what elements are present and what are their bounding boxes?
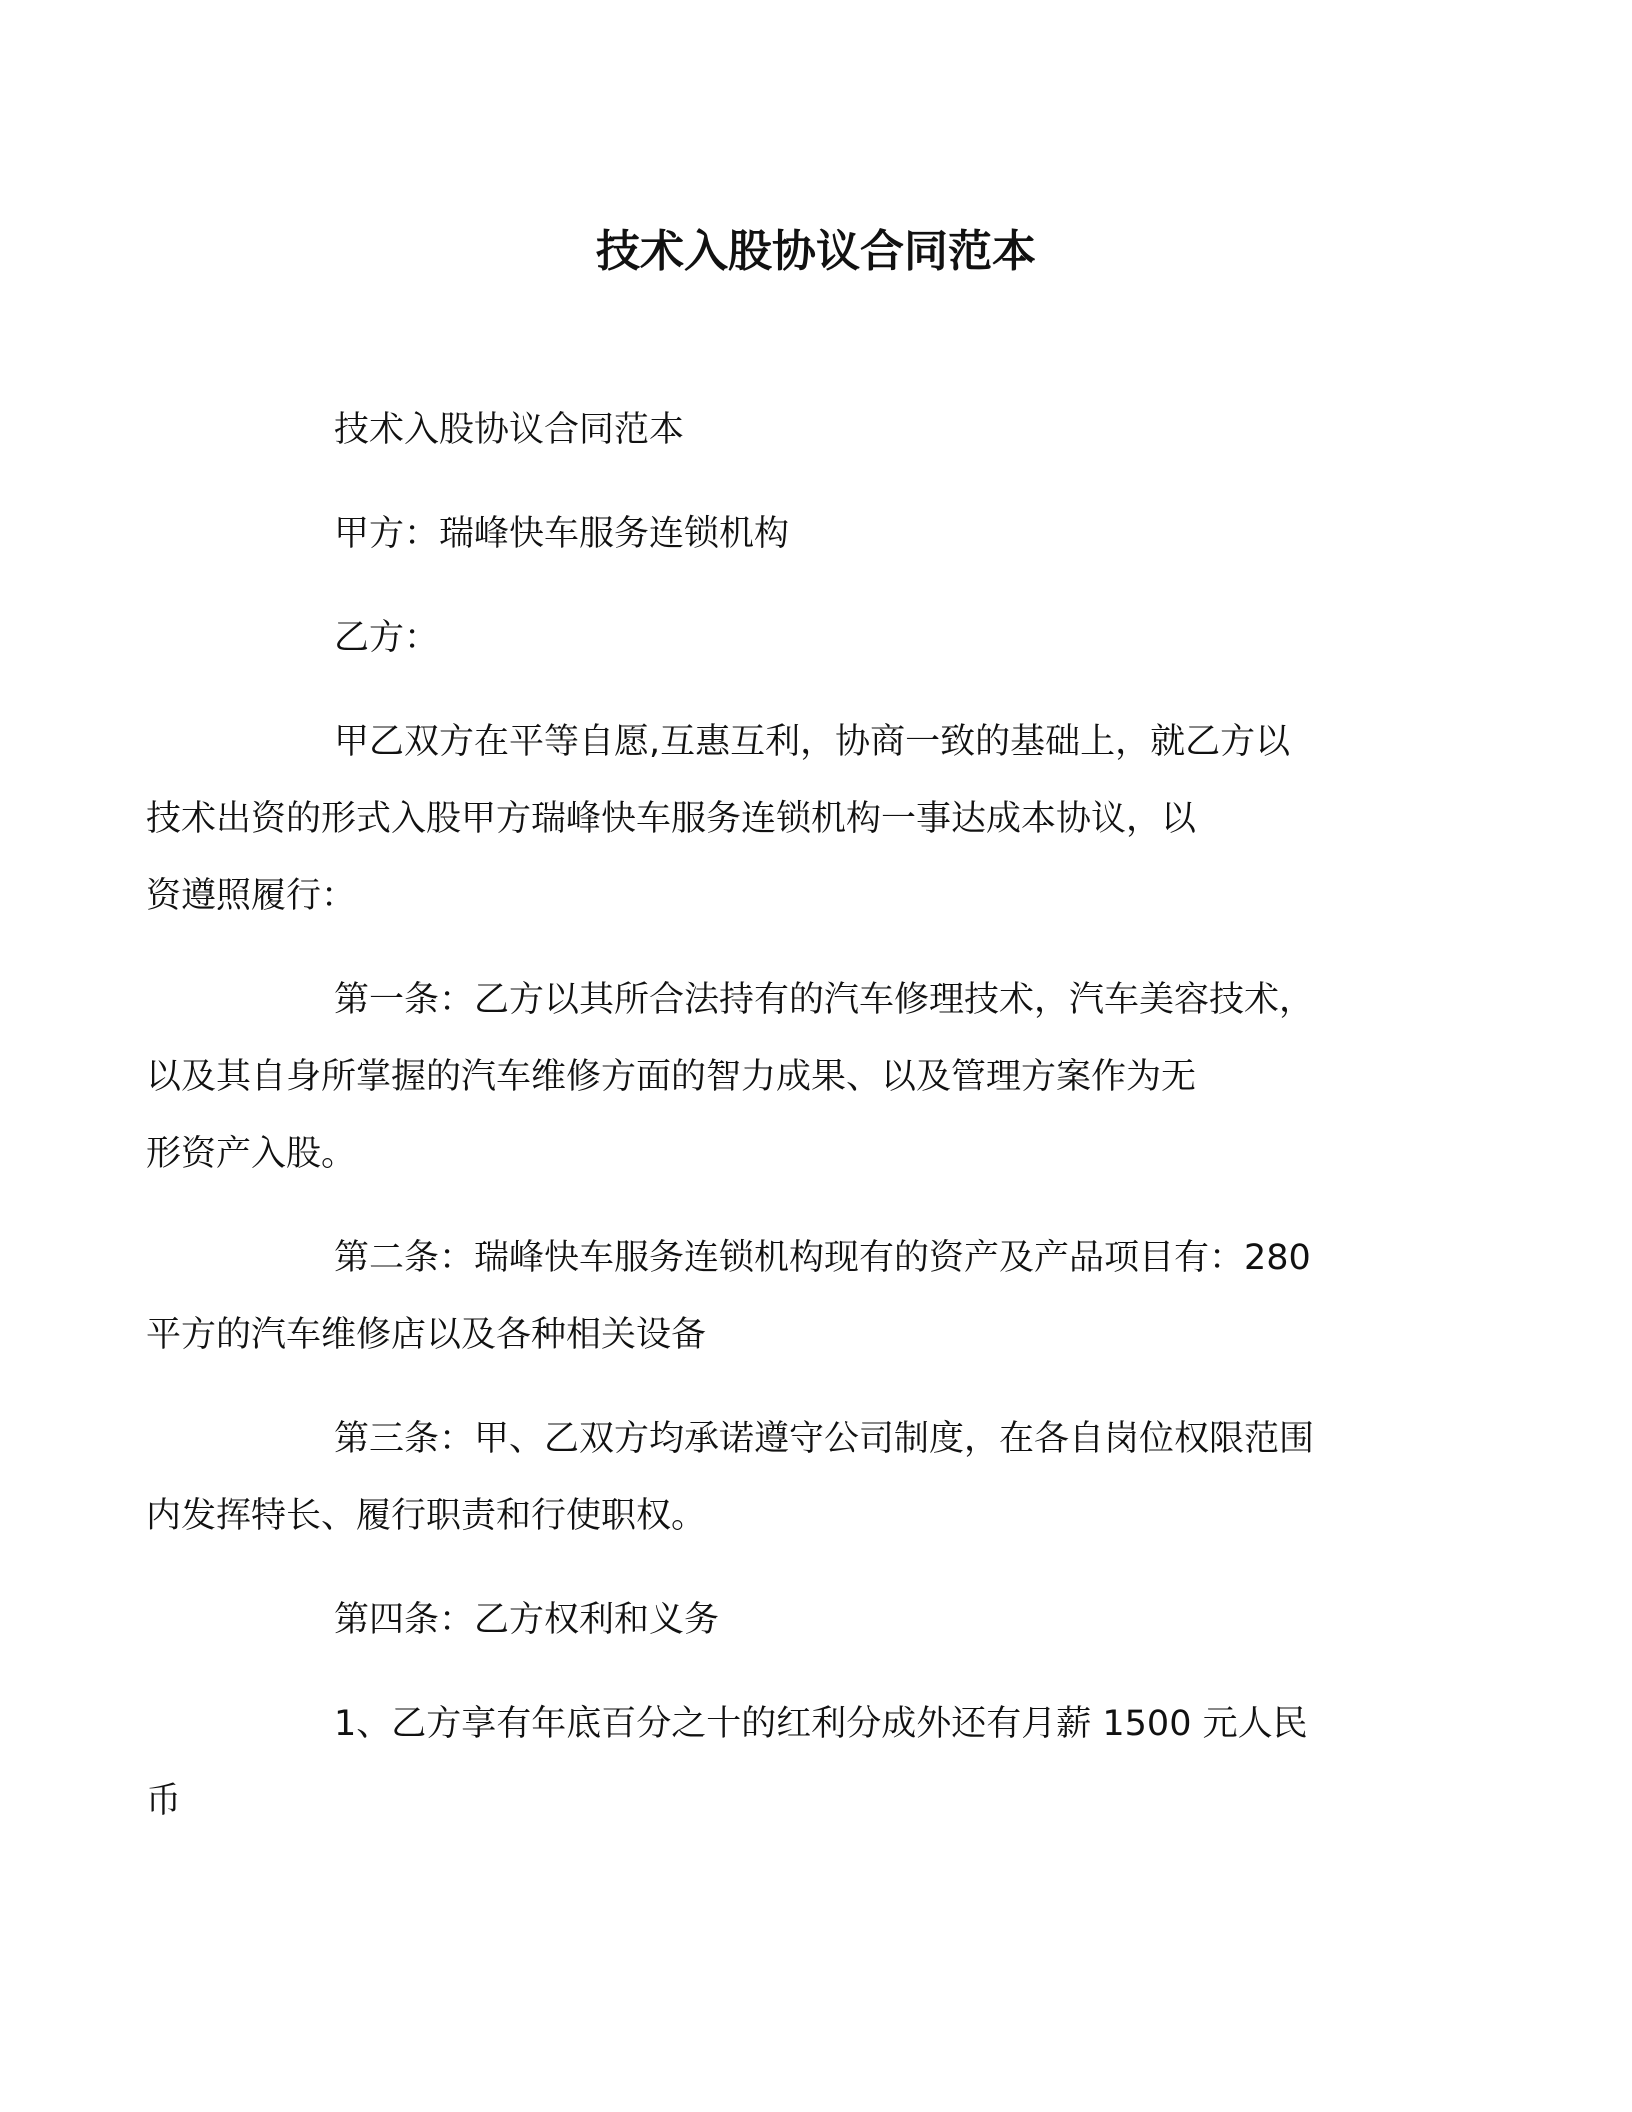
paragraph-line: 币 (146, 1781, 182, 1821)
paragraph-line: 甲乙双方在平等自愿,互惠互利，协商一致的基础上，就乙方以 (334, 722, 1291, 762)
paragraph-heading (240, 392, 1380, 469)
paragraph-line: 内发挥特长、履行职责和行使职权。 (146, 1496, 707, 1536)
paragraph-line: 乙方： (334, 618, 440, 658)
paragraph-line: 资遵照履行： (146, 876, 357, 916)
paragraph-article-1 (146, 962, 1380, 1193)
paragraph-line: 第一条：乙方以其所合法持有的汽车修理技术，汽车美容技术， (334, 980, 1315, 1020)
paragraph-line: 平方的汽车维修店以及各种相关设备 (146, 1315, 707, 1355)
paragraph-party-b (240, 600, 1380, 677)
paragraph-article-3 (146, 1401, 1380, 1555)
paragraph-party-a (240, 496, 1380, 573)
paragraph-article-4 (240, 1582, 1380, 1659)
paragraph-line: 1、乙方享有年底百分之十的红利分成外还有月薪 1500 元人民 (334, 1704, 1308, 1744)
paragraph-article-2 (146, 1220, 1380, 1374)
paragraph-line: 形资产入股。 (146, 1134, 357, 1174)
paragraph-line: 甲方：瑞峰快车服务连锁机构 (334, 514, 790, 554)
paragraph-article-4-item-1 (146, 1686, 1380, 1840)
paragraph-line: 第四条：乙方权利和义务 (334, 1600, 720, 1640)
document-title: 技术入股协议合同范本 (596, 226, 1036, 277)
paragraph-line: 以及其自身所掌握的汽车维修方面的智力成果、以及管理方案作为无 (146, 1057, 1197, 1097)
paragraph-line: 技术出资的形式入股甲方瑞峰快车服务连锁机构一事达成本协议，以 (146, 799, 1197, 839)
paragraph-line: 第三条：甲、乙双方均承诺遵守公司制度，在各自岗位权限范围 (334, 1419, 1315, 1459)
paragraph-line: 第二条：瑞峰快车服务连锁机构现有的资产及产品项目有：280 (334, 1238, 1311, 1278)
paragraph-preamble (146, 704, 1380, 935)
paragraph-line: 技术入股协议合同范本 (334, 410, 685, 450)
document-body (146, 392, 1380, 1867)
